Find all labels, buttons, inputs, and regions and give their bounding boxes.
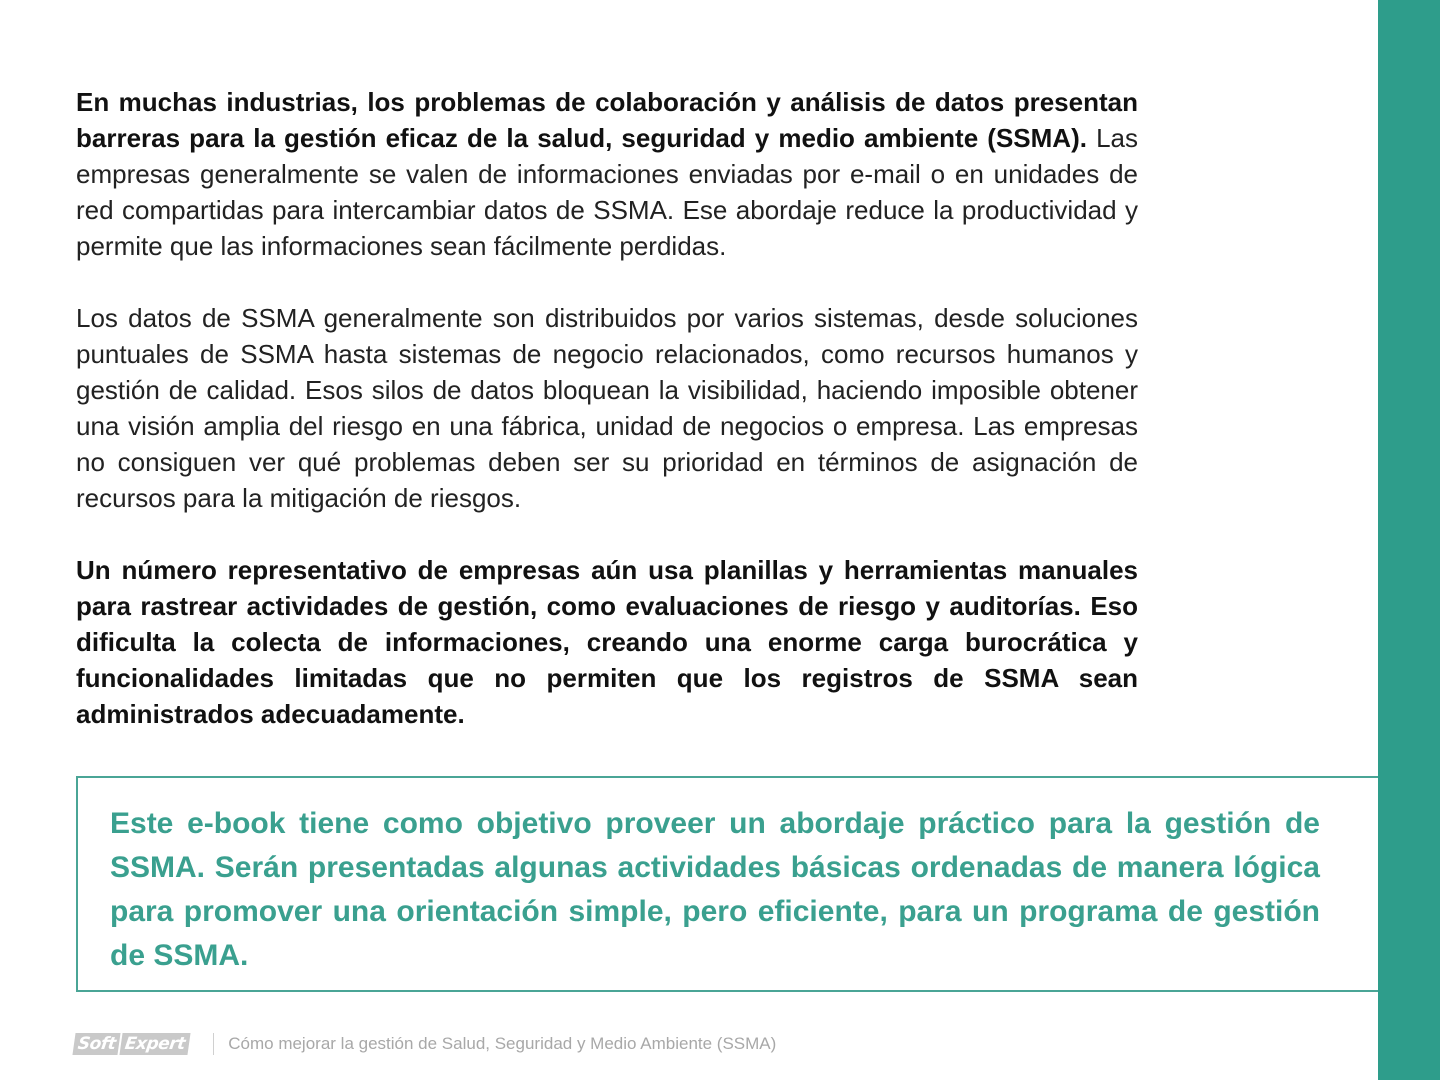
paragraph-manual-tools: Un número representativo de empresas aún usa planillas y herramientas manuales para rastrear actividades de gestión, como evaluaciones de riesgo y auditorías. Eso dificulta la colecta de informaciones, creando una enorme carga burocrática y funcionalidades limitadas que no permiten que los registros de SSMA sean administrados adecuadamente. — [76, 555, 1138, 729]
softexpert-logo — [74, 1033, 191, 1055]
paragraph-intro — [76, 84, 1138, 264]
logo-part-soft: Soft — [72, 1033, 121, 1055]
ebook-objective-callout — [76, 776, 1378, 992]
paragraph-intro-regular: Las empresas generalmente se valen de informaciones enviadas por e-mail o en unidades de red compartidas para intercambiar datos de SSMA. Ese abordaje reduce la productividad y permite que las informaciones sean fácilmente perdidas. — [76, 123, 1138, 261]
main-content — [76, 84, 1138, 768]
paragraph-data-silos: Los datos de SSMA generalmente son distribuidos por varios sistemas, desde soluciones puntuales de SSMA hasta sistemas de negocio relacionados, como recursos humanos y gestión de calidad. Esos silos de datos bloquean la visibilidad, haciendo imposible obtener una visión amplia del riesgo en una fábrica, unidad de negocios o empresa. Las empresas no consiguen ver qué problemas deben ser su prioridad en términos de asignación de recursos para la mitigación de riesgos. — [76, 303, 1138, 513]
logo-part-expert: Expert — [120, 1033, 191, 1055]
footer-divider — [213, 1033, 214, 1055]
footer-document-title: Cómo mejorar la gestión de Salud, Seguridad y Medio Ambiente (SSMA) — [228, 1034, 777, 1053]
callout-text: Este e-book tiene como objetivo proveer un abordaje práctico para la gestión de SSMA. Serán presentadas algunas actividades básicas ordenadas de manera lógica para promover una orientación simple, pero eficiente, para un programa de gestión de SSMA. — [110, 807, 1320, 972]
accent-side-bar — [1378, 0, 1440, 1080]
paragraph-intro-bold: En muchas industrias, los problemas de colaboración y análisis de datos presentan barreras para la gestión eficaz de la salud, seguridad y medio ambiente (SSMA). — [76, 87, 1138, 153]
page-footer — [74, 1030, 776, 1058]
